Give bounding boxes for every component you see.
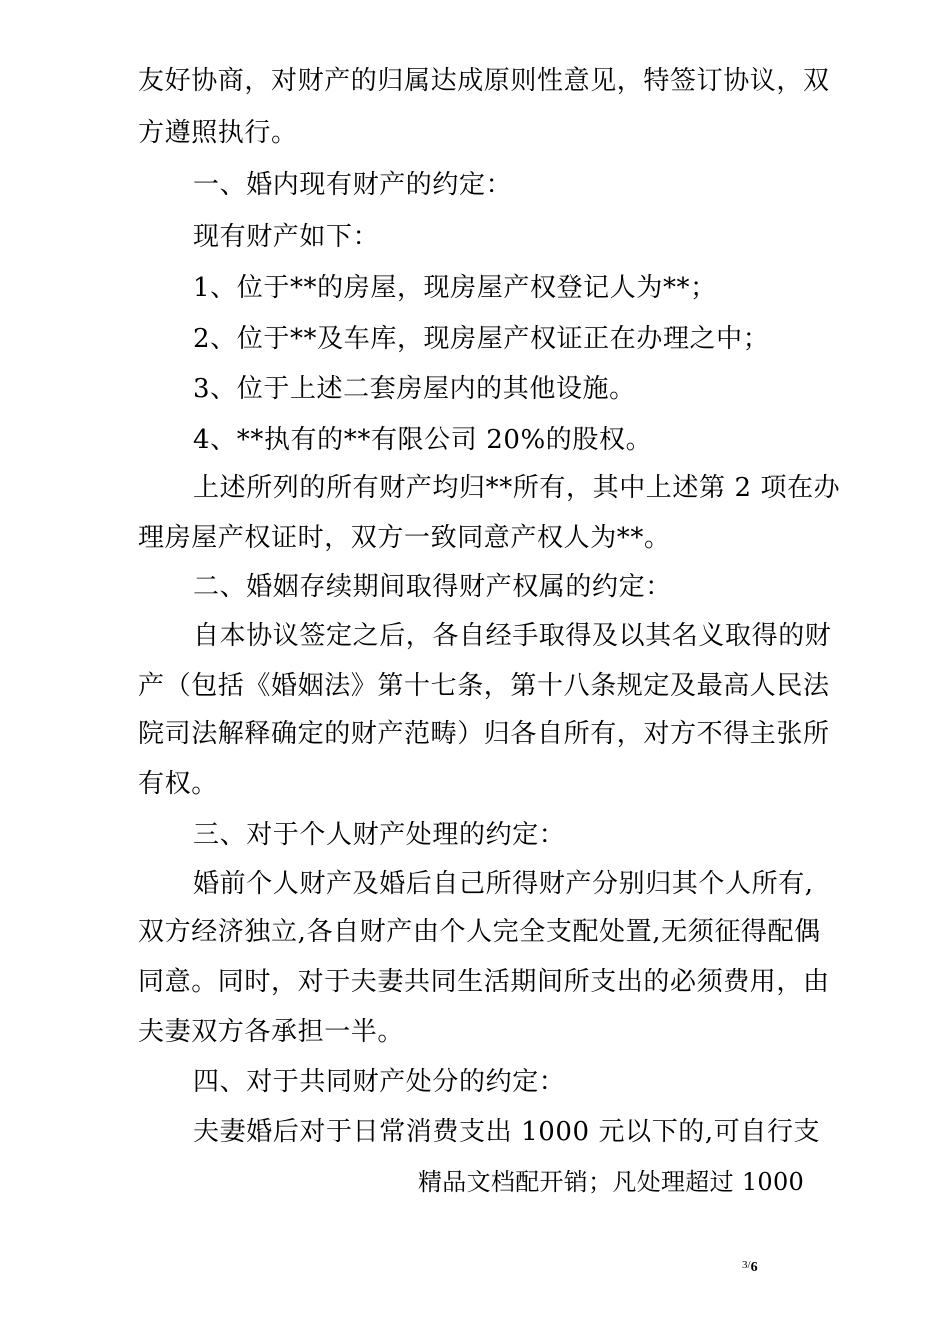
text-line: 婚前个人财产及婚后自己所得财产分别归其个人所有, — [193, 869, 814, 899]
footer-text: 精品文档配开销；凡处理超过 1000 — [418, 1168, 805, 1196]
text-line: 现有财产如下： — [193, 222, 380, 252]
text-line: 同意。同时，对于夫妻共同生活期间所支出的必须费用，由 — [138, 967, 830, 997]
text-line: 夫妻双方各承担一半。 — [138, 1017, 405, 1047]
text-line: 双方经济独立,各自财产由个人完全支配处置,无须征得配偶 — [138, 917, 821, 947]
text-line: 产（包括《婚姻法》第十七条，第十八条规定及最高人民法 — [138, 671, 830, 701]
page-number — [742, 1257, 758, 1276]
section-heading-4: 四、对于共同财产处分的约定： — [193, 1067, 566, 1097]
page-current: 3/ — [742, 1259, 751, 1271]
list-item: 3、位于上述二套房屋内的其他设施。 — [193, 374, 636, 404]
text-line: 有权。 — [138, 769, 218, 799]
text-line: 自本协议签定之后，各自经手取得及以其名义取得的财 — [193, 621, 832, 651]
page-total: 6 — [750, 1260, 758, 1275]
text-line: 院司法解释确定的财产范畴）归各自所有，对方不得主张所 — [138, 719, 830, 749]
list-item: 2、位于**及车库，现房屋产权证正在办理之中； — [193, 324, 770, 354]
text-line: 理房屋产权证时，双方一致同意产权人为**。 — [138, 523, 671, 553]
list-item: 4、**执有的**有限公司 20%的股权。 — [193, 425, 653, 455]
text-line: 方遵照执行。 — [138, 118, 298, 148]
section-heading-2: 二、婚姻存续期间取得财产权属的约定： — [193, 572, 672, 602]
text-line: 夫妻婚后对于日常消费支出 1000 元以下的,可自行支 — [193, 1117, 821, 1147]
text-line: 友好协商，对财产的归属达成原则性意见，特签订协议，双 — [138, 66, 830, 96]
list-item: 1、位于**的房屋，现房屋产权登记人为**； — [193, 273, 717, 303]
section-heading-1: 一、婚内现有财产的约定： — [193, 170, 513, 200]
text-line: 上述所列的所有财产均归**所有，其中上述第 2 项在办 — [193, 473, 841, 503]
section-heading-3: 三、对于个人财产处理的约定： — [193, 820, 566, 850]
